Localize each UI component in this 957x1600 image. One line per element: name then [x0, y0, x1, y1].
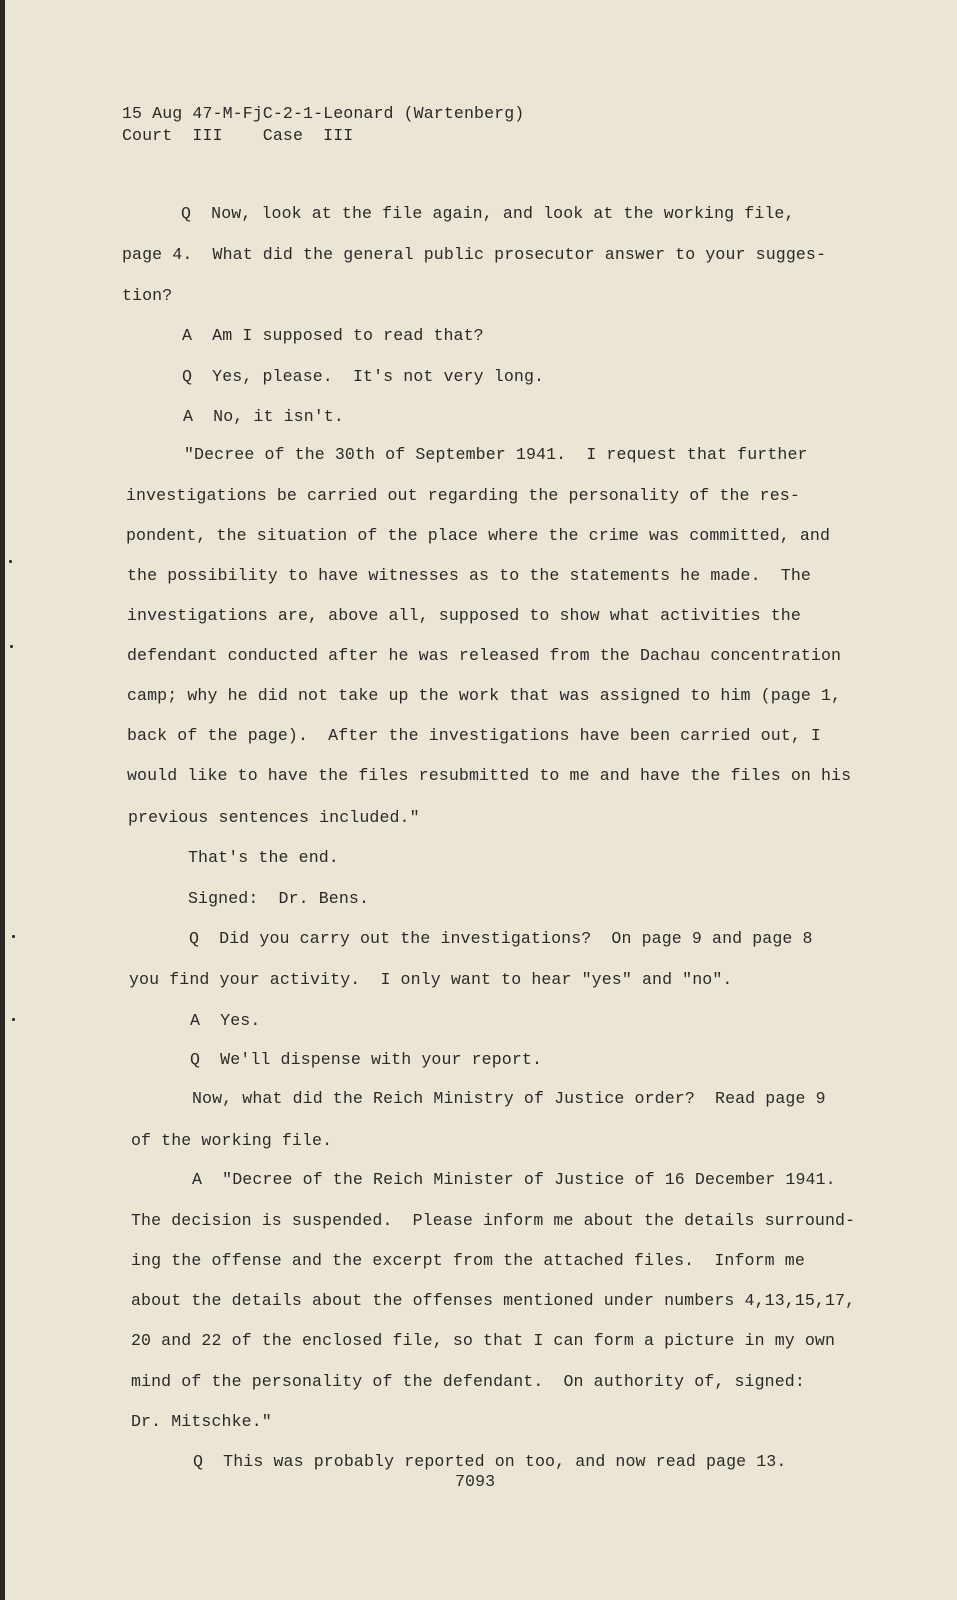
transcript-line: A Am I supposed to read that? — [182, 326, 484, 345]
transcript-line: Signed: Dr. Bens. — [188, 889, 370, 908]
transcript-line: back of the page). After the investigations have been carried out, I — [127, 726, 821, 745]
transcript-line: would like to have the files resubmitted to me and have the files on his — [127, 766, 852, 785]
transcript-line: page 4. What did the general public prosecutor answer to your sugges- — [122, 245, 827, 264]
scan-speck — [9, 560, 12, 563]
transcript-line: defendant conducted after he was released from the Dachau concentration — [127, 646, 842, 665]
transcript-line: investigations are, above all, supposed to show what activities the — [127, 606, 801, 625]
scan-speck — [12, 935, 15, 938]
transcript-line: Q This was probably reported on too, and now read page 13. — [193, 1452, 787, 1471]
transcript-line: you find your activity. I only want to hear "yes" and "no". — [129, 970, 733, 989]
transcript-line: of the working file. — [131, 1131, 333, 1150]
transcript-line: A "Decree of the Reich Minister of Justice of 16 December 1941. — [192, 1170, 836, 1189]
transcript-line: Q Yes, please. It's not very long. — [182, 367, 545, 386]
transcript-line: A Yes. — [190, 1011, 261, 1030]
header-court-case: Court III Case III — [122, 126, 354, 145]
scan-edge — [0, 0, 5, 1600]
transcript-line: about the details about the offenses mentioned under numbers 4,13,15,17, — [131, 1291, 856, 1310]
transcript-line: The decision is suspended. Please inform me about the details surround- — [131, 1211, 856, 1230]
transcript-line: Q Did you carry out the investigations? On page 9 and page 8 — [189, 929, 813, 948]
transcript-line: the possibility to have witnesses as to the statements he made. The — [127, 566, 811, 585]
transcript-line: camp; why he did not take up the work that was assigned to him (page 1, — [127, 686, 842, 705]
transcript-line: Q Now, look at the file again, and look at the working file, — [181, 204, 795, 223]
transcript-line: pondent, the situation of the place where the crime was committed, and — [126, 526, 831, 545]
transcript-line: Q We'll dispense with your report. — [190, 1050, 543, 1069]
transcript-line: "Decree of the 30th of September 1941. I request that further — [184, 445, 808, 464]
transcript-line: 20 and 22 of the enclosed file, so that I can form a picture in my own — [131, 1331, 836, 1350]
transcript-line: previous sentences included." — [128, 808, 420, 827]
header-reference: 15 Aug 47-M-FjC-2-1-Leonard (Wartenberg) — [122, 104, 525, 123]
transcript-line: Dr. Mitschke." — [131, 1412, 272, 1431]
transcript-line: Now, what did the Reich Ministry of Justice order? Read page 9 — [192, 1089, 826, 1108]
page-number: 7093 — [455, 1472, 496, 1491]
transcript-line: mind of the personality of the defendant. On authority of, signed: — [131, 1372, 805, 1391]
transcript-line: tion? — [122, 286, 173, 305]
transcript-line: A No, it isn't. — [183, 407, 344, 426]
transcript-line: That's the end. — [188, 848, 339, 867]
scan-speck — [12, 1018, 15, 1021]
scan-speck — [10, 645, 13, 648]
transcript-line: ing the offense and the excerpt from the attached files. Inform me — [131, 1251, 805, 1270]
transcript-line: investigations be carried out regarding the personality of the res- — [126, 486, 800, 505]
